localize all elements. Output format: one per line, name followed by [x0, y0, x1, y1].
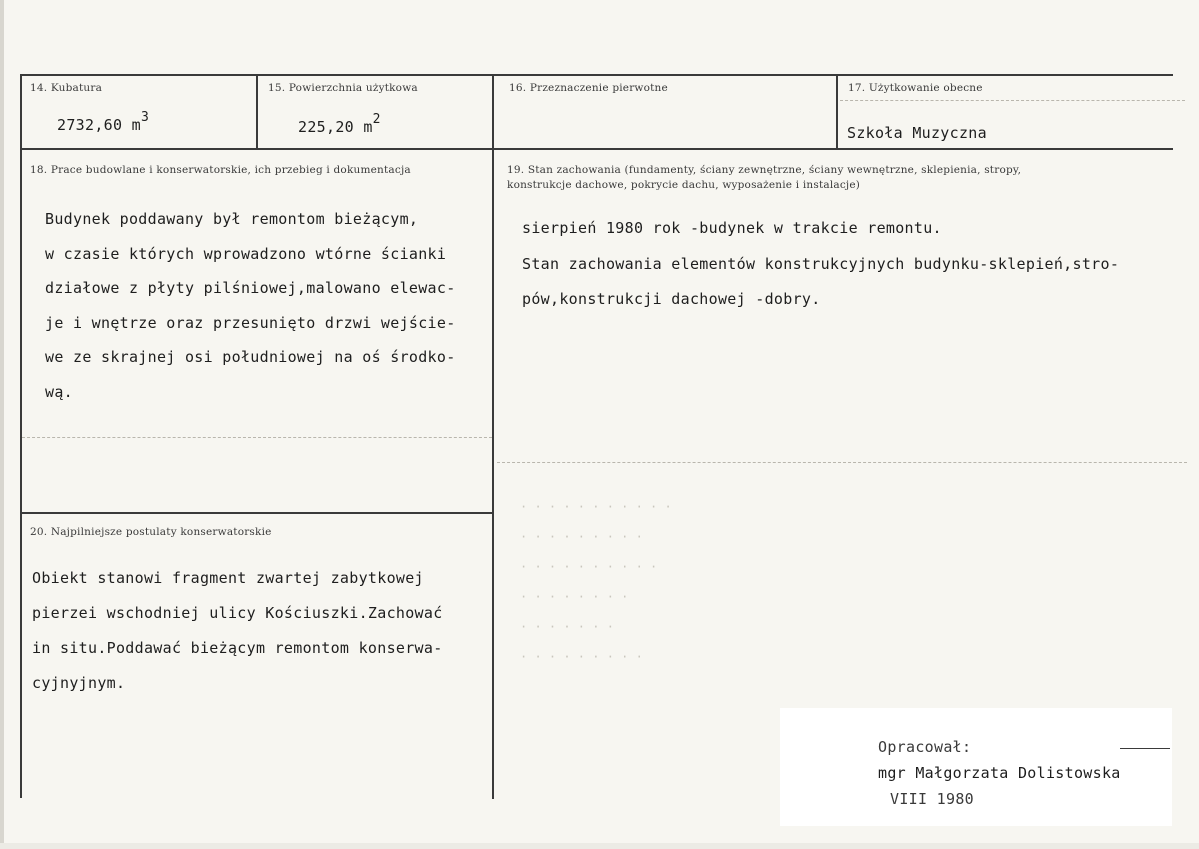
- field-19-label-line2: konstrukcje dachowe, pokrycie dachu, wyposażenie i instalacje): [507, 179, 861, 191]
- field-18-line: działowe z płyty pilśniowej,malowano elewac-: [45, 279, 456, 297]
- bleed-through-5: · · · · · · ·: [520, 620, 614, 634]
- signature-box-edge-mark: [1120, 748, 1170, 749]
- field-18-line: wą.: [45, 382, 73, 401]
- faint-dashed-rule-right: [497, 462, 1187, 464]
- field-19-line: pów,konstrukcji dachowej -dobry.: [522, 290, 821, 308]
- row-divider-1: [20, 148, 1173, 150]
- field-20-label: 20. Najpilniejsze postulaty konserwatorskie: [30, 526, 272, 538]
- card-edge-bottom: [0, 843, 1199, 849]
- faint-dashed-rule-left: [22, 437, 492, 439]
- field-20-line: pierzei wschodniej ulicy Kościuszki.Zachować: [32, 604, 443, 622]
- field-18-line: w czasie których wprowadzono wtórne ścianki: [45, 244, 447, 263]
- field-14-value: [57, 110, 150, 134]
- field-20-line: cyjnyjnym.: [32, 674, 126, 692]
- col-divider-14-15: [256, 74, 258, 149]
- field-20-line: in situ.Poddawać bieżącym remontom konserwa-: [32, 639, 443, 657]
- bleed-through-1: · · · · · · · · · · ·: [520, 500, 672, 514]
- field-18-text: [45, 202, 456, 409]
- field-17-value: Szkoła Muzyczna: [847, 124, 987, 142]
- bleed-through-4: · · · · · · · ·: [520, 590, 629, 604]
- field-15-value-text: 225,20 m: [298, 118, 373, 136]
- field-15-label: 15. Powierzchnia użytkowa: [268, 82, 418, 94]
- field-16-label: 16. Przeznaczenie pierwotne: [509, 82, 668, 94]
- prepared-by-name: mgr Małgorzata Dolistowska: [878, 764, 1121, 782]
- card-edge-left: [0, 0, 4, 849]
- bleed-through-2: · · · · · · · · ·: [520, 530, 643, 544]
- col-divider-main: [492, 74, 494, 799]
- field-19-text: [522, 211, 1119, 318]
- field-20-line: Obiekt stanowi fragment zwartej zabytkowej: [32, 569, 424, 587]
- field-19-line: Stan zachowania elementów konstrukcyjnych budynku-sklepień,stro-: [522, 254, 1120, 273]
- prepared-by-label: Opracował:: [878, 738, 972, 756]
- bleed-through-3: · · · · · · · · · ·: [520, 560, 658, 574]
- field-14-label: 14. Kubatura: [30, 82, 103, 94]
- field-14-value-text: 2732,60 m: [57, 116, 141, 134]
- field-17-label: 17. Użytkowanie obecne: [848, 82, 983, 94]
- left-border: [20, 74, 22, 798]
- field-15-value: [298, 112, 381, 136]
- bleed-through-6: · · · · · · · · ·: [520, 650, 643, 664]
- col-divider-16-17: [836, 74, 838, 149]
- field-18-label: 18. Prace budowlane i konserwatorskie, ich przebieg i dokumentacja: [30, 164, 411, 176]
- field-15-unit-exponent: 2: [372, 112, 381, 127]
- field-18-line: je i wnętrze oraz przesunięto drzwi wejście-: [45, 313, 456, 332]
- faint-dashed-rule-top: [840, 100, 1185, 102]
- field-20-text: [32, 561, 443, 701]
- row-divider-2: [20, 512, 493, 514]
- field-18-line: we ze skrajnej osi południowej na oś środko-: [45, 348, 456, 366]
- field-19-line: sierpień 1980 rok -budynek w trakcie remontu.: [522, 219, 942, 237]
- field-18-line: Budynek poddawany był remontom bieżącym,: [45, 210, 419, 228]
- prepared-date: VIII 1980: [890, 790, 974, 808]
- field-14-unit-exponent: 3: [140, 110, 150, 125]
- field-19-label-line1: 19. Stan zachowania (fundamenty, ściany zewnętrzne, ściany wewnętrzne, sklepienia, stropy,: [507, 164, 1022, 176]
- top-border: [20, 74, 1173, 76]
